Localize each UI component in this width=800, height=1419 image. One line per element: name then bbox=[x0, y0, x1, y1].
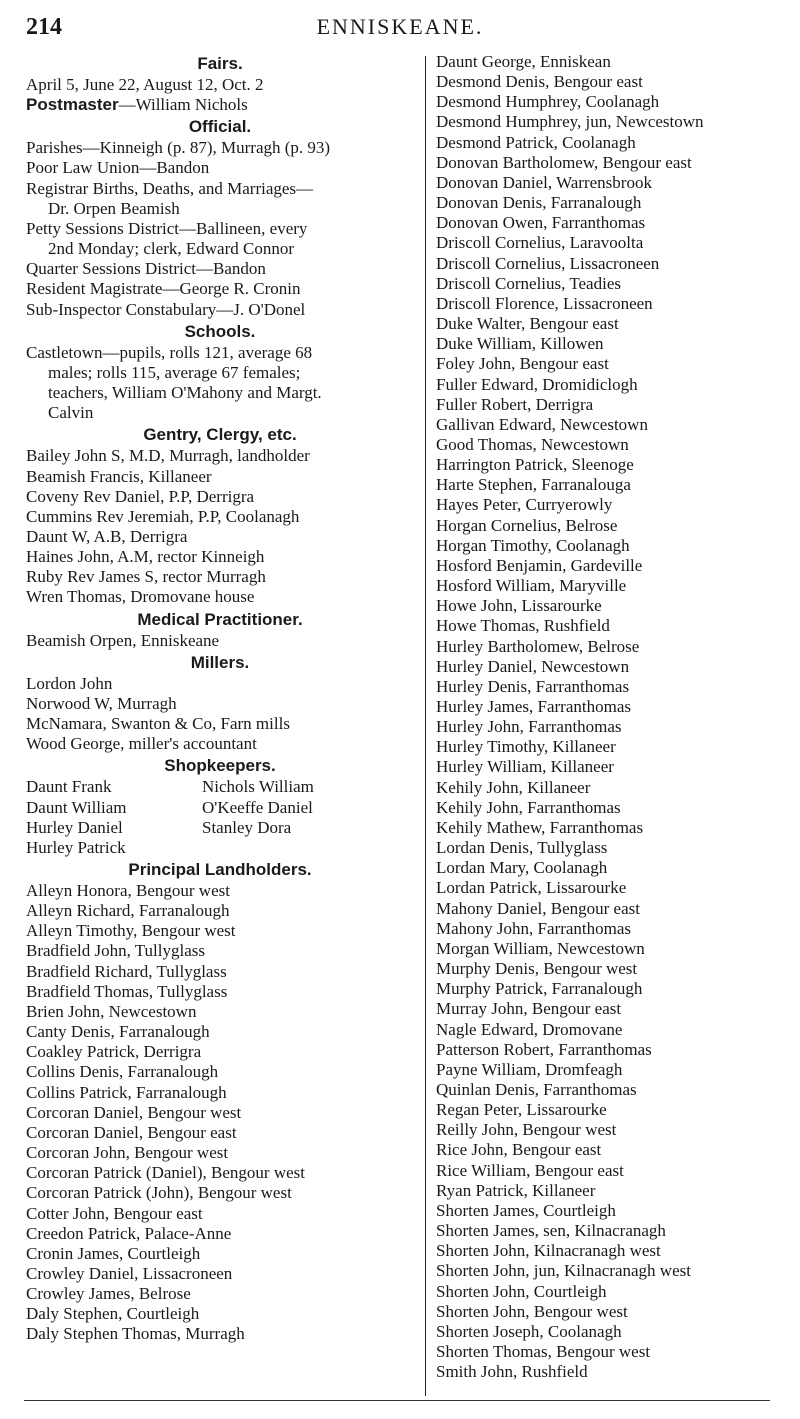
directory-entry: Calvin bbox=[48, 403, 94, 423]
directory-entry: Horgan Cornelius, Belrose bbox=[436, 515, 618, 535]
shopkeepers-heading: Shopkeepers. bbox=[164, 756, 276, 776]
directory-entry: Quinlan Denis, Farranthomas bbox=[436, 1079, 637, 1099]
directory-entry: Hurley William, Killaneer bbox=[436, 757, 614, 777]
directory-entry: Shorten Joseph, Coolanagh bbox=[436, 1321, 622, 1341]
directory-entry: Brien John, Newcestown bbox=[26, 1001, 197, 1021]
directory-entry: Rice William, Bengour east bbox=[436, 1160, 624, 1180]
directory-entry: O'Keeffe Daniel bbox=[202, 797, 313, 817]
directory-entry: Harte Stephen, Farranalouga bbox=[436, 475, 631, 495]
directory-entry: Bailey John S, M.D, Murragh, landholder bbox=[26, 446, 310, 466]
directory-entry: Shorten John, Kilnacranagh west bbox=[436, 1241, 661, 1261]
directory-entry: Harrington Patrick, Sleenoge bbox=[436, 455, 634, 475]
directory-entry: Daly Stephen Thomas, Murragh bbox=[26, 1324, 245, 1344]
directory-entry: Poor Law Union—Bandon bbox=[26, 158, 210, 178]
postmaster-label: Postmaster bbox=[26, 95, 119, 115]
directory-entry: Smith John, Rushfield bbox=[436, 1362, 588, 1382]
directory-entry: Howe Thomas, Rushfield bbox=[436, 616, 610, 636]
gentry-heading: Gentry, Clergy, etc. bbox=[143, 425, 297, 445]
directory-entry: Bradfield Richard, Tullyglass bbox=[26, 961, 227, 981]
directory-entry: Daly Stephen, Courtleigh bbox=[26, 1304, 200, 1324]
medical-list bbox=[26, 631, 414, 651]
directory-entry: Resident Magistrate—George R. Cronin bbox=[26, 279, 301, 299]
directory-entry: Castletown—pupils, rolls 121, average 68 bbox=[26, 342, 313, 362]
left-column bbox=[26, 52, 414, 1345]
directory-entry: Driscoll Florence, Lissacroneen bbox=[436, 293, 653, 313]
directory-entry: Daunt William bbox=[26, 797, 127, 817]
column-divider bbox=[425, 56, 426, 1396]
directory-entry: Hayes Peter, Curryerowly bbox=[436, 495, 613, 515]
directory-entry: Lordan Mary, Coolanagh bbox=[436, 858, 608, 878]
directory-entry: Murray John, Bengour east bbox=[436, 999, 622, 1019]
directory-entry: Daunt George, Enniskean bbox=[436, 52, 611, 71]
directory-entry: Wren Thomas, Dromovane house bbox=[26, 587, 255, 607]
directory-entry: Hurley Bartholomew, Belrose bbox=[436, 636, 640, 656]
directory-entry: Dr. Orpen Beamish bbox=[48, 198, 180, 218]
directory-entry: Driscoll Cornelius, Lissacroneen bbox=[436, 253, 660, 273]
directory-entry: Desmond Denis, Bengour east bbox=[436, 72, 643, 92]
directory-entry: Registrar Births, Deaths, and Marriages— bbox=[26, 178, 314, 198]
medical-heading: Medical Practitioner. bbox=[137, 609, 303, 629]
directory-entry: Sub-Inspector Constabulary—J. O'Donel bbox=[26, 299, 306, 319]
directory-entry: Parishes—Kinneigh (p. 87), Murragh (p. 93) bbox=[26, 138, 331, 158]
directory-entry: Hosford Benjamin, Gardeville bbox=[436, 555, 643, 575]
directory-entry bbox=[202, 838, 402, 858]
directory-entry: Ruby Rev James S, rector Murragh bbox=[26, 567, 266, 587]
directory-entry: Murphy Denis, Bengour west bbox=[436, 959, 638, 979]
directory-entry: Howe John, Lissarourke bbox=[436, 596, 602, 616]
directory-entry: Nagle Edward, Dromovane bbox=[436, 1019, 623, 1039]
official-list bbox=[26, 138, 414, 319]
directory-entry: Alleyn Honora, Bengour west bbox=[26, 881, 230, 900]
directory-entry: Wood George, miller's accountant bbox=[26, 734, 257, 754]
bottom-rule bbox=[24, 1400, 770, 1401]
directory-entry: Shorten John, Courtleigh bbox=[436, 1281, 607, 1301]
directory-entry: Shorten John, Bengour west bbox=[436, 1301, 628, 1321]
gentry-list bbox=[26, 446, 414, 607]
directory-entry: Hosford William, Maryville bbox=[436, 576, 627, 596]
running-head: ENNISKEANE. bbox=[316, 14, 484, 39]
directory-entry: Desmond Patrick, Coolanagh bbox=[436, 132, 636, 152]
directory-entry: Crowley James, Belrose bbox=[26, 1284, 191, 1304]
directory-entry: Hurley Timothy, Killaneer bbox=[436, 737, 616, 757]
directory-entry: Shorten James, sen, Kilnacranagh bbox=[436, 1221, 666, 1241]
directory-entry: Coveny Rev Daniel, P.P, Derrigra bbox=[26, 486, 255, 506]
directory-entry: Alleyn Timothy, Bengour west bbox=[26, 921, 236, 941]
directory-entry: Beamish Francis, Killaneer bbox=[26, 466, 212, 486]
directory-entry: Cronin James, Courtleigh bbox=[26, 1243, 201, 1263]
directory-entry: Stanley Dora bbox=[202, 817, 292, 837]
landholders-heading: Principal Landholders. bbox=[128, 860, 312, 879]
directory-entry: Desmond Humphrey, jun, Newcestown bbox=[436, 112, 704, 132]
directory-entry: Duke William, Killowen bbox=[436, 334, 604, 354]
directory-entry: Desmond Humphrey, Coolanagh bbox=[436, 92, 660, 112]
millers-heading: Millers. bbox=[190, 652, 250, 672]
directory-entry: McNamara, Swanton & Co, Farn mills bbox=[26, 714, 290, 734]
directory-entry: Donovan Bartholomew, Bengour east bbox=[436, 152, 692, 172]
directory-entry: Daunt Frank bbox=[26, 777, 112, 797]
directory-entry: Regan Peter, Lissarourke bbox=[436, 1100, 607, 1120]
schools-heading: Schools. bbox=[184, 321, 256, 341]
directory-entry: males; rolls 115, average 67 females; bbox=[48, 362, 301, 382]
shopkeepers-grid bbox=[26, 777, 414, 858]
directory-entry: Corcoran Patrick (John), Bengour west bbox=[26, 1183, 292, 1203]
directory-entry: Collins Denis, Farranalough bbox=[26, 1062, 219, 1082]
directory-entry: Donovan Denis, Farranalough bbox=[436, 193, 642, 213]
directory-entry: Haines John, A.M, rector Kinneigh bbox=[26, 547, 265, 567]
directory-entry: Corcoran Daniel, Bengour east bbox=[26, 1122, 237, 1142]
directory-entry: Patterson Robert, Farranthomas bbox=[436, 1039, 652, 1059]
directory-entry: Lordan Patrick, Lissarourke bbox=[436, 878, 627, 898]
directory-entry: Collins Patrick, Farranalough bbox=[26, 1082, 227, 1102]
directory-entry: Hurley John, Farranthomas bbox=[436, 717, 622, 737]
directory-entry: Horgan Timothy, Coolanagh bbox=[436, 535, 630, 555]
directory-entry: Donovan Daniel, Warrensbrook bbox=[436, 172, 652, 192]
directory-entry: Hurley Daniel, Newcestown bbox=[436, 656, 630, 676]
directory-entry: Corcoran John, Bengour west bbox=[26, 1143, 229, 1163]
directory-entry: Donovan Owen, Farranthomas bbox=[436, 213, 646, 233]
right-column bbox=[436, 52, 786, 1382]
official-heading: Official. bbox=[188, 117, 252, 137]
directory-entry: Hurley Daniel bbox=[26, 817, 123, 837]
fairs-text: April 5, June 22, August 12, Oct. 2 bbox=[26, 75, 264, 94]
directory-entry: Shorten John, jun, Kilnacranagh west bbox=[436, 1261, 691, 1281]
directory-entry: Creedon Patrick, Palace-Anne bbox=[26, 1223, 232, 1243]
postmaster-value: —William Nichols bbox=[118, 95, 248, 115]
directory-entry: Reilly John, Bengour west bbox=[436, 1120, 617, 1140]
landholders-list-left bbox=[26, 881, 414, 1345]
directory-entry: Foley John, Bengour east bbox=[436, 354, 609, 374]
directory-entry: Gallivan Edward, Newcestown bbox=[436, 414, 648, 434]
postmaster-line bbox=[26, 95, 414, 115]
directory-entry: Payne William, Dromfeagh bbox=[436, 1059, 623, 1079]
directory-entry: Kehily John, Farranthomas bbox=[436, 797, 621, 817]
directory-entry: Hurley Denis, Farranthomas bbox=[436, 676, 630, 696]
directory-entry: Bradfield Thomas, Tullyglass bbox=[26, 981, 228, 1001]
directory-entry: Daunt W, A.B, Derrigra bbox=[26, 526, 188, 546]
directory-entry: Ryan Patrick, Killaneer bbox=[436, 1180, 596, 1200]
directory-entry: Beamish Orpen, Enniskeane bbox=[26, 630, 220, 650]
fairs-heading: Fairs. bbox=[197, 54, 243, 73]
directory-entry: Crowley Daniel, Lissacroneen bbox=[26, 1263, 233, 1283]
directory-entry: teachers, William O'Mahony and Margt. bbox=[48, 383, 322, 403]
directory-entry: Nichols William bbox=[202, 777, 314, 797]
directory-entry: 2nd Monday; clerk, Edward Connor bbox=[48, 239, 294, 259]
millers-list bbox=[26, 674, 414, 755]
directory-entry: Mahony Daniel, Bengour east bbox=[436, 898, 640, 918]
landholders-list-right bbox=[436, 52, 786, 1382]
directory-entry: Lordon John bbox=[26, 673, 113, 693]
directory-entry: Hurley James, Farranthomas bbox=[436, 697, 631, 716]
directory-entry: Corcoran Daniel, Bengour west bbox=[26, 1102, 242, 1122]
directory-entry: Rice John, Bengour east bbox=[436, 1140, 602, 1160]
directory-entry: Duke Walter, Bengour east bbox=[436, 314, 619, 334]
directory-entry: Coakley Patrick, Derrigra bbox=[26, 1042, 202, 1062]
directory-entry: Morgan William, Newcestown bbox=[436, 938, 645, 958]
directory-entry: Bradfield John, Tullyglass bbox=[26, 941, 205, 961]
page-number: 214 bbox=[26, 14, 62, 40]
directory-entry: Good Thomas, Newcestown bbox=[436, 434, 629, 454]
directory-entry: Cotter John, Bengour east bbox=[26, 1203, 203, 1223]
directory-entry: Petty Sessions District—Ballineen, every bbox=[26, 218, 308, 238]
directory-entry: Driscoll Cornelius, Laravoolta bbox=[436, 233, 644, 253]
directory-entry: Quarter Sessions District—Bandon bbox=[26, 259, 266, 279]
schools-list bbox=[26, 343, 414, 424]
directory-entry: Kehily John, Killaneer bbox=[436, 777, 591, 797]
directory-entry: Canty Denis, Farranalough bbox=[26, 1022, 210, 1042]
directory-entry: Fuller Edward, Dromidiclogh bbox=[436, 374, 638, 394]
directory-entry: Kehily Mathew, Farranthomas bbox=[436, 817, 644, 837]
directory-entry: Cummins Rev Jeremiah, P.P, Coolanagh bbox=[26, 506, 300, 526]
directory-entry: Murphy Patrick, Farranalough bbox=[436, 979, 643, 999]
directory-entry: Norwood W, Murragh bbox=[26, 693, 177, 713]
directory-entry: Fuller Robert, Derrigra bbox=[436, 394, 594, 414]
directory-entry: Hurley Patrick bbox=[26, 837, 126, 857]
directory-entry: Driscoll Cornelius, Teadies bbox=[436, 273, 621, 293]
directory-entry: Lordan Denis, Tullyglass bbox=[436, 838, 608, 858]
directory-entry: Alleyn Richard, Farranalough bbox=[26, 901, 230, 921]
directory-entry: Shorten James, Courtleigh bbox=[436, 1200, 616, 1220]
directory-entry: Shorten Thomas, Bengour west bbox=[436, 1342, 651, 1361]
directory-entry: Mahony John, Farranthomas bbox=[436, 918, 632, 938]
directory-entry: Corcoran Patrick (Daniel), Bengour west bbox=[26, 1163, 305, 1183]
